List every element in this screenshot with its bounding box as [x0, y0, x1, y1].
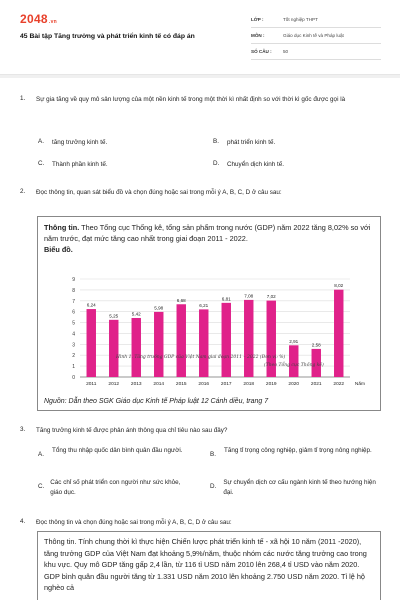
site-logo[interactable] — [20, 12, 57, 26]
logo-tld: .vn — [48, 19, 58, 25]
q2-info-box — [37, 216, 381, 411]
info-source: Nguồn: Dẫn theo SGK Giáo dục Kinh tế Pháp luật 12 Cánh diều, trang 7 — [44, 398, 269, 405]
x-tick-label: 2019 — [265, 382, 277, 387]
x-tick-label: 2018 — [243, 382, 255, 387]
info-label: Thông tin. — [44, 537, 77, 546]
data-label: 6,24 — [86, 302, 96, 308]
meta-row-count — [251, 44, 381, 60]
question-text: Tăng trưởng kinh tế được phản ánh thông qua chỉ tiêu nào sau đây? — [36, 427, 228, 434]
chart-caption: Hình 1. Tăng trưởng GDP của Việt Nam giai đoạn 2011 – 2022 (Đơn vị: %) — [116, 355, 286, 360]
bar — [87, 309, 96, 377]
option-letter: C. — [38, 483, 45, 490]
data-label: 2,58 — [311, 342, 321, 348]
bar — [289, 345, 298, 377]
q1-option-a[interactable] — [38, 138, 107, 148]
x-tick-label: 2016 — [198, 382, 210, 387]
bar — [109, 320, 118, 377]
option-letter: A. — [38, 138, 44, 145]
meta-row-class — [251, 12, 381, 28]
x-tick-label: 2017 — [220, 382, 232, 387]
document-title: 45 Bài tập Tăng trưởng và phát triển kinh tế có đáp án — [20, 33, 195, 40]
y-tick-label: 6 — [72, 309, 75, 316]
bar — [177, 304, 186, 377]
y-tick-label: 4 — [72, 331, 75, 338]
y-tick-label: 9 — [72, 277, 75, 283]
q3-option-c[interactable] — [38, 478, 188, 497]
data-label: 8,02 — [334, 283, 344, 289]
data-label: 6,68 — [176, 297, 186, 303]
chart-caption-source: (Theo Tổng cục Thống kê) — [264, 363, 324, 368]
x-tick-label: 2021 — [310, 382, 322, 387]
q3-option-b[interactable] — [210, 446, 380, 458]
header-divider — [0, 74, 400, 78]
document-meta — [251, 12, 381, 60]
meta-key: LỚP : — [251, 17, 264, 22]
info-paragraph — [44, 222, 374, 244]
meta-key: SỐ CÂU : — [251, 49, 272, 54]
q3-option-a[interactable] — [38, 446, 188, 458]
x-tick-label: 2014 — [153, 382, 165, 387]
info-text: Tính chung thời kì thực hiện Chiến lược phát triển kinh tế - xã hội 10 năm (2011 -2020), tăng trưởng GDP của Việt Nam đạt khoảng 5,9%/năm, thuộc nhóm các nước tăng trưởng cao trong khu vực. Quy mô GDP tăng gấp 2,4 lần, từ 116 tỉ USD năm 2010 lên 268,4 tỉ USD vào năm 2020. GDP bình quân đầu người tăng từ 1.331 USD năm 2010 lên khoảng 2.750 USD năm 2020. Tỉ lệ hộ nghèo cả — [44, 537, 367, 592]
gdp-chart — [52, 269, 372, 399]
y-tick-label: 1 — [72, 364, 75, 371]
option-text: Sự chuyển dịch cơ cấu ngành kinh tế theo hướng hiện đại. — [223, 479, 376, 496]
data-label: 6,81 — [221, 296, 231, 302]
chart-label: Biểu đồ. — [44, 245, 73, 254]
data-label: 2,91 — [289, 338, 299, 344]
option-text: Thành phần kinh tế. — [52, 161, 108, 168]
x-tick-label: 2011 — [86, 382, 97, 387]
question-number: 2. — [20, 188, 26, 195]
data-label: 5,98 — [154, 305, 164, 311]
question-2 — [20, 188, 380, 198]
x-tick-label: 2022 — [333, 382, 345, 387]
y-tick-label: 2 — [72, 353, 75, 360]
bar — [222, 303, 231, 377]
info-label: Thông tin. — [44, 223, 80, 232]
bar — [199, 309, 208, 377]
meta-value: Giáo dục Kinh tế và Pháp luật — [283, 33, 344, 38]
option-letter: B. — [213, 138, 219, 145]
option-text: Tăng tỉ trọng công nghiệp, giảm tỉ trọng nông nghiệp. — [224, 447, 372, 454]
option-text: Các chỉ số phát triển con người như sức khỏe, giáo dục. — [50, 479, 181, 496]
option-text: phát triển kinh tế. — [227, 139, 276, 146]
q1-option-b[interactable] — [213, 138, 275, 148]
question-text: Đọc thông tin và chọn đúng hoặc sai trong mỗi ý A, B, C, D ở câu sau: — [36, 519, 232, 526]
data-label: 5,25 — [109, 313, 119, 319]
y-tick-label: 0 — [72, 375, 75, 381]
question-text: Sự gia tăng về quy mô sản lượng của một nền kinh tế trong một thời kì nhất định so với thời kì gốc được gọi là — [36, 96, 346, 103]
meta-value: Tốt nghiệp THPT — [283, 17, 318, 22]
info-text: Theo Tổng cục Thống kê, tổng sản phẩm trong nước (GDP) năm 2022 tăng 8,02% so với năm trước, đạt mức tăng cao nhất trong giai đoạn 2011 - 2022. — [44, 223, 371, 243]
q1-option-c[interactable] — [38, 160, 108, 170]
question-1 — [20, 95, 380, 105]
data-label: 5,42 — [131, 311, 141, 317]
option-letter: D. — [210, 483, 217, 490]
y-tick-label: 3 — [72, 342, 75, 349]
bar — [334, 290, 343, 377]
bar — [132, 318, 141, 377]
option-text: Chuyển dịch kinh tế. — [227, 161, 285, 168]
meta-value: 50 — [283, 49, 289, 54]
y-tick-label: 5 — [72, 320, 75, 327]
document-header — [0, 0, 400, 75]
question-number: 4. — [20, 518, 26, 525]
x-tick-label: 2015 — [175, 382, 187, 387]
data-label: 6,21 — [199, 302, 209, 308]
option-letter: D. — [213, 160, 220, 167]
x-axis-label: Năm — [354, 382, 366, 387]
question-text: Đọc thông tin, quan sát biểu đồ và chọn đúng hoặc sai trong mỗi ý A, B, C, D ở câu sau: — [36, 189, 282, 196]
bar — [154, 312, 163, 377]
option-letter: B. — [210, 451, 216, 458]
y-tick-label: 8 — [72, 287, 75, 294]
meta-key: MÔN : — [251, 33, 265, 38]
data-label: 7,08 — [244, 293, 254, 299]
q4-info-box — [37, 531, 381, 600]
question-3 — [20, 426, 380, 436]
question-4 — [20, 518, 380, 528]
data-label: 7,02 — [266, 294, 276, 300]
bar — [244, 300, 253, 377]
y-tick-label: 7 — [72, 298, 75, 305]
x-tick-label: 2012 — [108, 382, 120, 387]
q3-option-d[interactable] — [210, 478, 380, 497]
q1-option-d[interactable] — [213, 160, 284, 170]
question-number: 3. — [20, 426, 26, 433]
option-text: Tổng thu nhập quốc dân bình quân đầu người. — [52, 447, 183, 454]
option-text: tăng trưởng kinh tế. — [52, 139, 108, 146]
gdp-chart-svg — [52, 269, 372, 399]
option-letter: C. — [38, 160, 45, 167]
question-number: 1. — [20, 95, 26, 102]
info-paragraph — [44, 536, 374, 594]
x-tick-label: 2020 — [288, 382, 300, 387]
option-letter: A. — [38, 451, 44, 458]
x-tick-label: 2013 — [130, 382, 142, 387]
meta-row-subject — [251, 28, 381, 44]
logo-text: 2048 — [20, 12, 48, 26]
